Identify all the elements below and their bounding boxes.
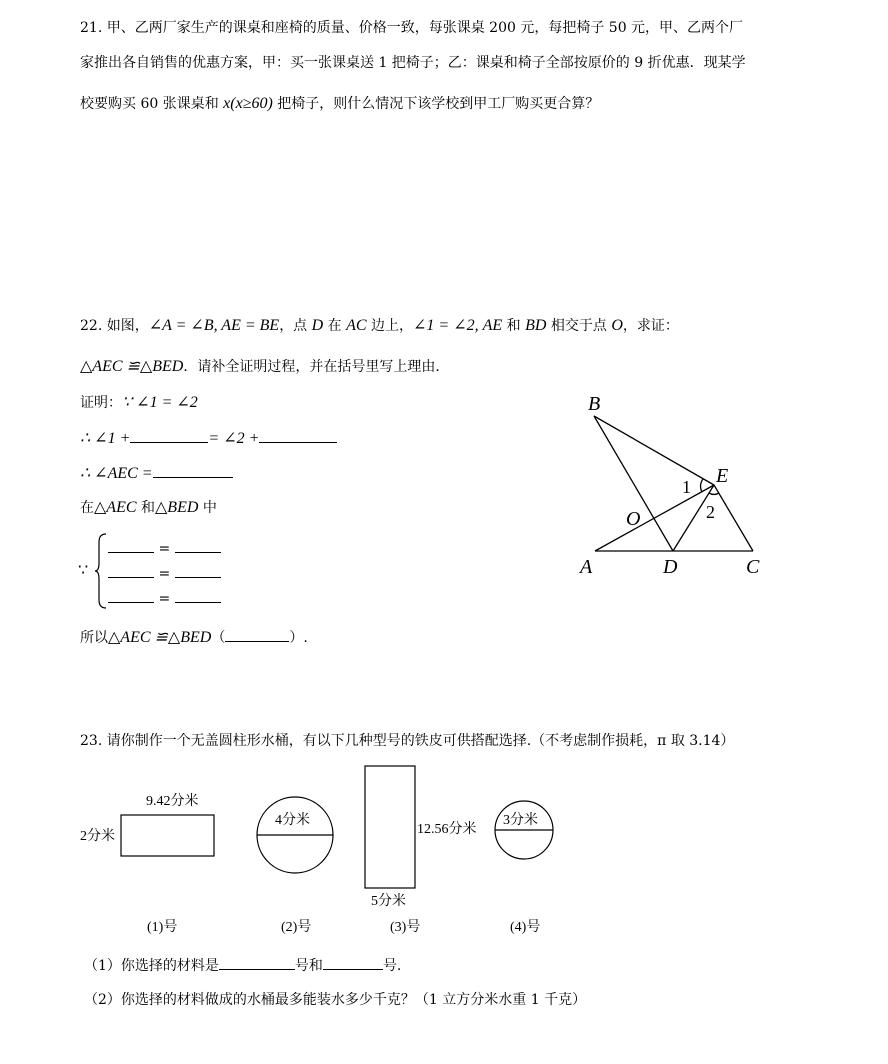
answer-blank[interactable] bbox=[323, 955, 383, 970]
step-1-b: = ∠2 + bbox=[208, 430, 260, 447]
equals-sign: = bbox=[158, 541, 171, 557]
q21-line-2: 家推出各自销售的优惠方案，甲：买一张课桌送 1 把椅子；乙：课桌和椅子全部按原价的 9 折优惠．现某学 bbox=[80, 55, 746, 71]
system-row-3 bbox=[108, 588, 221, 609]
q22-line-2 bbox=[80, 357, 449, 377]
sheet-2-diameter-label: 4分米 bbox=[275, 813, 310, 828]
left-brace-icon bbox=[94, 532, 108, 610]
answer-blank[interactable] bbox=[130, 428, 208, 443]
q23-line-1: 23. 请你制作一个无盖圆柱形水桶，有以下几种型号的铁皮可供搭配选择.（不考虑制作损耗，π 取 3.14） bbox=[80, 733, 735, 749]
label-angle-2: 2 bbox=[706, 502, 715, 522]
answer-blank[interactable] bbox=[108, 538, 154, 553]
because-symbol: ∵ bbox=[78, 560, 89, 579]
q22-text: 相交于点 bbox=[550, 318, 607, 334]
sheet-1-rectangle bbox=[121, 815, 214, 856]
q21-math-x: x(x≥60) bbox=[223, 95, 273, 112]
segment-be bbox=[594, 416, 714, 485]
step-1-a: ∴ ∠1 + bbox=[80, 430, 131, 447]
label-a: A bbox=[580, 556, 593, 578]
answer-blank[interactable] bbox=[259, 428, 337, 443]
q23-sub-2: （2）你选择的材料做成的水桶最多能装水多少千克？（1 立方分米水重 1 千克） bbox=[84, 992, 587, 1008]
step-2: ∴ ∠AEC = bbox=[80, 465, 153, 482]
proof-given: ∵ ∠1 = ∠2 bbox=[122, 394, 198, 411]
triangle-figure bbox=[570, 388, 780, 588]
q22-text: 和 bbox=[140, 500, 155, 516]
sheet-3-rectangle bbox=[365, 766, 415, 888]
answer-blank[interactable] bbox=[108, 563, 154, 578]
answer-blank[interactable] bbox=[175, 588, 221, 603]
q22-text: 22. 如图， bbox=[80, 318, 149, 334]
caption-2: (2)号 bbox=[281, 920, 312, 935]
q22-conclusion bbox=[80, 627, 308, 648]
segment-ec bbox=[714, 485, 753, 551]
system-row-1 bbox=[108, 538, 221, 559]
segment-ae bbox=[595, 485, 714, 551]
q22-text: 在 bbox=[327, 318, 342, 334]
q22-text: ．请补全证明过程，并在括号里写上理由． bbox=[183, 359, 450, 375]
caption-4: (4)号 bbox=[510, 920, 541, 935]
system-row-2 bbox=[108, 563, 221, 584]
q22-math: BD bbox=[525, 317, 547, 334]
label-o: O bbox=[626, 508, 641, 530]
q22-step-1 bbox=[80, 428, 337, 449]
q21-line-3-text-a: 校要购买 60 张课桌和 bbox=[80, 96, 219, 112]
answer-blank[interactable] bbox=[219, 955, 295, 970]
q22-math: △BED bbox=[154, 499, 199, 516]
q22-text: ，点 bbox=[279, 318, 308, 334]
q23-text: 号. bbox=[382, 958, 402, 974]
q22-math: ∠A = ∠B, AE = BE bbox=[148, 317, 280, 334]
q22-math: △AEC bbox=[94, 499, 137, 516]
answer-blank[interactable] bbox=[175, 538, 221, 553]
q22-math: ∠1 = ∠2, AE bbox=[413, 317, 503, 334]
sheet-4-diameter-label: 3分米 bbox=[503, 813, 538, 828]
q22-step-2 bbox=[80, 463, 233, 484]
q23-text: （1）你选择的材料是 bbox=[84, 958, 219, 974]
caption-3: (3)号 bbox=[390, 920, 421, 935]
segment-bd bbox=[594, 416, 673, 551]
q22-math: O bbox=[611, 317, 623, 334]
sheet-3-width-label: 5分米 bbox=[371, 894, 406, 909]
label-c: C bbox=[746, 556, 760, 578]
angle-2-arc bbox=[709, 493, 719, 494]
q21-line-3 bbox=[80, 94, 599, 114]
q22-text: 和 bbox=[506, 318, 521, 334]
answer-blank[interactable] bbox=[225, 627, 289, 642]
sheet-1-width-label: 2分米 bbox=[80, 829, 115, 844]
proof-label: 证明： bbox=[80, 395, 122, 411]
q22-in-triangles bbox=[80, 498, 217, 518]
q22-math: △AEC ≌△BED bbox=[80, 358, 184, 375]
sheet-1-length-label: 9.42分米 bbox=[146, 794, 199, 809]
q22-text: ）. bbox=[289, 630, 308, 646]
angle-1-arc bbox=[701, 479, 703, 492]
equals-sign: = bbox=[158, 566, 171, 582]
sheet-figures bbox=[70, 760, 570, 945]
label-d: D bbox=[663, 556, 678, 578]
q22-math: AC bbox=[346, 317, 367, 334]
q22-text: ，求证： bbox=[622, 318, 679, 334]
answer-blank[interactable] bbox=[153, 463, 233, 478]
label-b: B bbox=[588, 393, 601, 415]
label-angle-1: 1 bbox=[682, 477, 691, 497]
q21-line-1: 21. 甲、乙两厂家生产的课桌和座椅的质量、价格一致，每张课桌 200 元，每把椅子 50 元，甲、乙两个厂 bbox=[80, 20, 744, 36]
answer-blank[interactable] bbox=[108, 588, 154, 603]
caption-1: (1)号 bbox=[147, 920, 178, 935]
q22-text: 中 bbox=[202, 500, 217, 516]
sheet-3-height-label: 12.56分米 bbox=[417, 822, 477, 837]
q22-proof-line bbox=[80, 393, 198, 413]
q21-line-3-text-b: 把椅子，则什么情况下该学校到甲工厂购买更合算？ bbox=[277, 96, 600, 112]
equals-sign: = bbox=[158, 591, 171, 607]
label-e: E bbox=[716, 465, 729, 487]
q23-text: 号和 bbox=[294, 958, 323, 974]
q22-math: D bbox=[311, 317, 324, 334]
q22-text: 边上， bbox=[371, 318, 414, 334]
q23-sub-1 bbox=[84, 955, 401, 976]
q22-text: 所以 bbox=[80, 630, 108, 646]
answer-blank[interactable] bbox=[175, 563, 221, 578]
q22-text: 在 bbox=[80, 500, 94, 516]
q22-math: △AEC ≌△BED bbox=[108, 629, 212, 646]
q22-line-1 bbox=[80, 316, 679, 336]
q22-text: （ bbox=[211, 630, 226, 646]
